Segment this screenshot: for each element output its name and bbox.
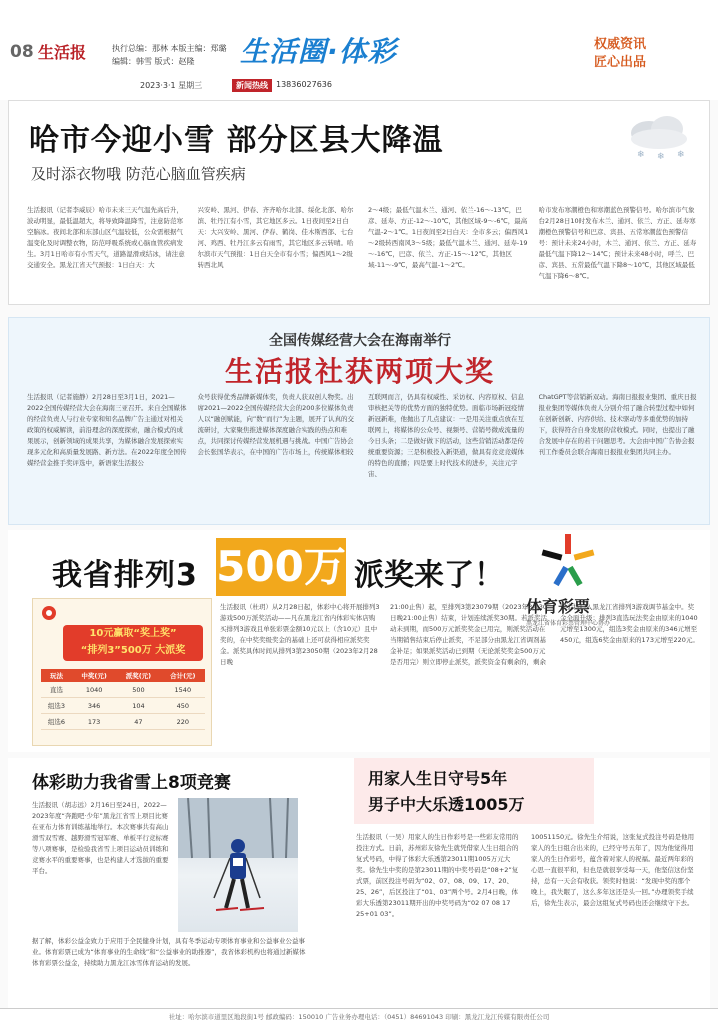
table-cell: 346 bbox=[72, 698, 116, 714]
slogan bbox=[560, 36, 680, 72]
svg-text:❄: ❄ bbox=[677, 150, 685, 160]
article-column: 兴安岭、黑河、伊春、齐齐哈尔北部、绥化北部、哈尔滨、牡丹江有小雪，其它地区多云。1日夜间至2日白天：大兴安岭、黑河、伊春、鹤岗、佳木斯西部、七台河、鸡西、牡丹江多云有雨雪，其它地区多云转晴。哈尔滨市天气预报：1日白天全市有小雪；偏西风1～2级转西北风 bbox=[197, 206, 354, 269]
hotline-label: 新闻热线 bbox=[232, 79, 272, 92]
svg-text:❄: ❄ bbox=[657, 152, 665, 161]
editors-line-1: 执行总编：那林 本版主编：郑璐 bbox=[112, 44, 227, 53]
table-cell: 组选6 bbox=[41, 714, 72, 730]
article-column: 生活报讯（杜玥）从2月28日起，体彩中心将开展排列3游戏500万派奖活动——凡在黑龙江省内体彩实体店购买排列3游戏且单张彩票金额10元以上（含10元）且中奖的，在中奖奖级奖金的基础上还可获得相应派奖奖金。派奖具体时间从排列3第23050期（2023年2月28日晚 bbox=[220, 603, 380, 666]
article-column: 互联网而言，仍具有权威性、采访权、内容原权、信息审核把关等的优势方面的独特优势。面临市场新冠疫情新冠新难，他抛出了几点建议：一是用关注重点放在互联网上，将媒体的公众号、视频号、营销号微成流量的今日头条；二是做好做下的活动，这些营销活动都是传统重要资源；三是积极投入新渠道，做具有竞竞竞媒体的特色的直播；四是要上时代技术的进步，关注元宇宙、 bbox=[368, 393, 524, 478]
table-cell: 500 bbox=[116, 682, 160, 698]
award-kicker: 全国传媒经营大会在海南举行 bbox=[269, 333, 451, 349]
article-column: ChatGPT等营销新双动。海南日报报业集团、重庆日报报业集团等媒体负责人分别介绍了融合转型过程中如何在创新创新、内容供给、技术驱动等多重优势的加持下，获得符合自身发展的营收模式。同时，也提出了融合发展中存在的若干问题思考。大会由中国广告协会报刊工作委员会联合海南日报报业集团共同主办。 bbox=[538, 393, 697, 456]
paper-name: 生活报 bbox=[38, 43, 87, 62]
weather-subhead: 及时添衣物哦 防范心脑血管疾病 bbox=[31, 165, 246, 183]
skier-illustration-icon bbox=[178, 798, 298, 932]
page-number: 08 bbox=[10, 42, 34, 62]
poster-banner bbox=[63, 625, 203, 661]
article-column: 生活报讯（记者李威辰）哈市未来三天气温先高后升，波动明显，最低温超大，将导致降温降雪，注意防范寒空脑冰。夜间北部和东部山区气温较低，公众需根据气温变化及时调整衣物，防范呼吸系统或心脑血管疾病发生。3月1日哈市有小雪天气，道路湿滑或结冰，请注意交通安全。黑龙江省天气预报：1日白天：大 bbox=[27, 206, 185, 269]
award-story bbox=[8, 317, 710, 525]
article-column: 众号获得优秀品牌新媒体奖，负责人获双创人物奖。出席2021—2022全国传媒经营大会的200多位媒体负责人以“融创赋能，向”数“而行”为主题，展开了认真的交流研讨，大家聚焦推进媒体深度融合实践的热点和难点，共同探讨传媒经营发展机遇与挑战。中国广告协会会长张国华表示，在中国的广告市场上，传统媒体相较 bbox=[197, 393, 354, 456]
prize-table bbox=[41, 669, 205, 730]
article-column: 资金将归入黑龙江省排列3游戏调节基金中。奖金全面升级：排列3直选玩法奖金由原来的1040元增至1300元，组选3奖金由原来的346元增至450元，组选6奖金由原来的173元增至220元。 bbox=[560, 603, 699, 644]
article-column: 2～4级；最低气温木兰、通河、依兰-16～-13℃，巴彦、延寿、方正-12～-10℃，其他区域-9～-6℃，最高气温-2～1℃。1日夜间至2日白天：全市多云；偏西风1～2级转西南风3～5级；最低气温木兰、通河、延寿-19～-16℃，巴彦、依兰、方正-15～-12℃，其他区域-11～-9℃，最高气温-1～2℃。 bbox=[368, 206, 529, 269]
lottery-poster bbox=[32, 598, 212, 746]
lottery-headline-suffix[interactable]: 派奖来了！ bbox=[354, 558, 504, 593]
table-header: 合计(元) bbox=[161, 669, 205, 682]
masthead bbox=[0, 0, 718, 100]
lottery-center: 黑龙江省体育彩票管理中心协办 bbox=[526, 620, 611, 627]
poster-line-2: “排列3”500万 大派奖 bbox=[80, 645, 186, 656]
article-column: 哈市发布寒潮橙色和寒潮蓝色预警信号。哈尔滨市气象台2月28日10时发布木兰、通河、依兰、方正、延寿寒潮橙色预警信号和巴彦、宾县、五常寒潮蓝色预警信号：预计未来24小时，木兰、通河、依兰、方正、延寿最低气温下降12～14℃；预计未来48小时，呼兰、巴彦、宾县、五常最低气温下降8～10℃，其他区域最低气温下降6～8℃。 bbox=[538, 206, 697, 280]
lottery-star-logo-icon bbox=[536, 530, 600, 590]
table-cell: 组选3 bbox=[41, 698, 72, 714]
table-cell: 1540 bbox=[161, 682, 205, 698]
weather-body bbox=[27, 205, 699, 297]
slogan-line-1: 权威资讯 bbox=[593, 37, 646, 52]
lottery-body bbox=[220, 602, 700, 746]
article-column: 生活报讯（一吴）用家人的生日作彩号是一些彩友常用的投注方式。日前，苏州彩友徐先生就凭借家人生日组合的复式号码，中得了体彩大乐透第23011期1005万元大奖。徐先生中奖的是第23011期的中奖号码是“08+2”复式票，前区投注号码为“02、07、08、09、17、20、25、26”，后区投注了“01、03”两个号。2月4日晚，体彩大乐透第23011期开出的中奖号码为“02 07 08 17 25+01 03”。 bbox=[356, 833, 519, 918]
lottery-brand: 体育彩票 bbox=[526, 597, 591, 616]
table-row bbox=[41, 714, 205, 730]
table-cell: 173 bbox=[72, 714, 116, 730]
jackpot-body bbox=[356, 832, 696, 1006]
award-body bbox=[27, 392, 699, 520]
svg-text:❄: ❄ bbox=[637, 150, 645, 160]
article-column: 21:00止售）起，至排列3第23079期（2023年3月30日晚21:00止售）结束，计划连续派奖30期。若派奖活动未到期，而500万元派奖奖金已用完，则派奖活动在当期销售结束后停止派奖，不足部分由黑龙江省调剂基金补足；如果派奖活动已到期（无论派奖奖金500万元是否用完）则立即停止派奖，派奖资金有剩余的，剩余 bbox=[390, 603, 548, 666]
table-header: 中奖(元) bbox=[72, 669, 116, 682]
table-row bbox=[41, 698, 205, 714]
sports-lottery-logo-icon bbox=[41, 605, 57, 621]
table-cell: 104 bbox=[116, 698, 160, 714]
slogan-line-2: 匠心出品 bbox=[593, 55, 646, 70]
table-row bbox=[41, 682, 205, 698]
table-cell: 450 bbox=[161, 698, 205, 714]
bottom-stories bbox=[8, 758, 710, 1008]
snow-cloud-icon bbox=[619, 111, 699, 161]
poster-line-1: 10元赢取“奖上奖” bbox=[89, 628, 177, 639]
jackpot-headline-line-1[interactable]: 用家人生日守号5年 bbox=[368, 769, 508, 788]
weather-story bbox=[8, 100, 710, 305]
table-cell: 47 bbox=[116, 714, 160, 730]
table-cell: 1040 bbox=[72, 682, 116, 698]
article-column: 10051150元。徐先生介绍说，这张复式投注号码是他用家人的生日组合出来的，已经守号五年了，因为他觉得用家人的生日作彩号，蕴含着对家人的祝福。最近两年彩的心思一直很平和，但也是就很享受每一天，他坚信这份坚持，总有一天会有收获。领奖时他说：“发现中奖的那个晚上，我失眠了，这么多年这还是头一回。”办理领奖手续后，徐先生表示，最会这组复式号码也还会继续守下去。 bbox=[531, 833, 695, 907]
page-footer: 社址：哈尔滨市道里区地段街1号 邮政编码：150010 广告业务办理电话：（0451）84691043 印刷：黑龙江龙江传媒有限责任公司 bbox=[0, 1008, 718, 1024]
hotline-number[interactable]: 13836027636 bbox=[276, 80, 332, 89]
table-cell: 220 bbox=[161, 714, 205, 730]
article-column: 据了解，体彩公益金致力于应用于全民健身计划，具有冬季运动专项体育事业和公益事业公益事业。体育彩票已成为“体育事业的生命线”和“公益事业的助推器”，我省体彩机构也将通过新媒体体育彩票公益金，持续助力黑龙江冰雪体育运动的发展。 bbox=[32, 937, 306, 967]
ski-headline[interactable]: 体彩助力我省雪上8项竞赛 bbox=[32, 773, 231, 793]
editors-line-2: 编辑：韩雪 版式：赵隆 bbox=[112, 57, 195, 66]
lottery-story bbox=[8, 530, 710, 752]
article-column: 生活报讯（记者施静）2月28日至3月1日，2021—2022全国传媒经营大会在海南三亚召开。来自全国媒体的经营负责人与行业专家和知名品牌广告主通过对相关政策的权威解读，前沿理念的深度探索，融合模式的成果展示，创新领域的成果共享，为媒体融合发展探索实现多元化和高质量发展路、新方法。在2022年度全国传媒经营金推手奖评选中，新语家生活报公 bbox=[27, 393, 187, 467]
lottery-headline-prefix[interactable]: 我省排列3 bbox=[52, 558, 198, 593]
section-title: 生活圈·体彩 bbox=[240, 35, 397, 68]
table-header: 派奖(元) bbox=[116, 669, 160, 682]
jackpot-headline-box bbox=[354, 758, 594, 824]
table-cell: 直选 bbox=[41, 682, 72, 698]
jackpot-headline-line-2[interactable]: 男子中大乐透1005万 bbox=[368, 795, 525, 814]
article-column: 生活报讯（胡志远）2月16日至24日，2022—2023年度“奔跑吧·少年”黑龙江省雪上项目比赛在亚布力体育训练基地举行。本次赛事共有高山滑雪双雪赛、越野滑雪冠军赛、单板平行竞标赛等八项赛事，是检验我省雪上项目运动员训练和竞赛水平的重要赛事，也是构建人才选拔的重要平台。 bbox=[32, 801, 169, 875]
lottery-amount-badge: 500万 bbox=[216, 538, 346, 596]
skier-photo bbox=[178, 798, 298, 932]
award-headline[interactable]: 生活报社获两项大奖 bbox=[224, 355, 495, 388]
issue-date: 2023·3·1 星期三 bbox=[140, 81, 203, 90]
weather-headline[interactable]: 哈市今迎小雪 部分区县大降温 bbox=[29, 123, 444, 158]
table-header: 玩法 bbox=[41, 669, 72, 682]
